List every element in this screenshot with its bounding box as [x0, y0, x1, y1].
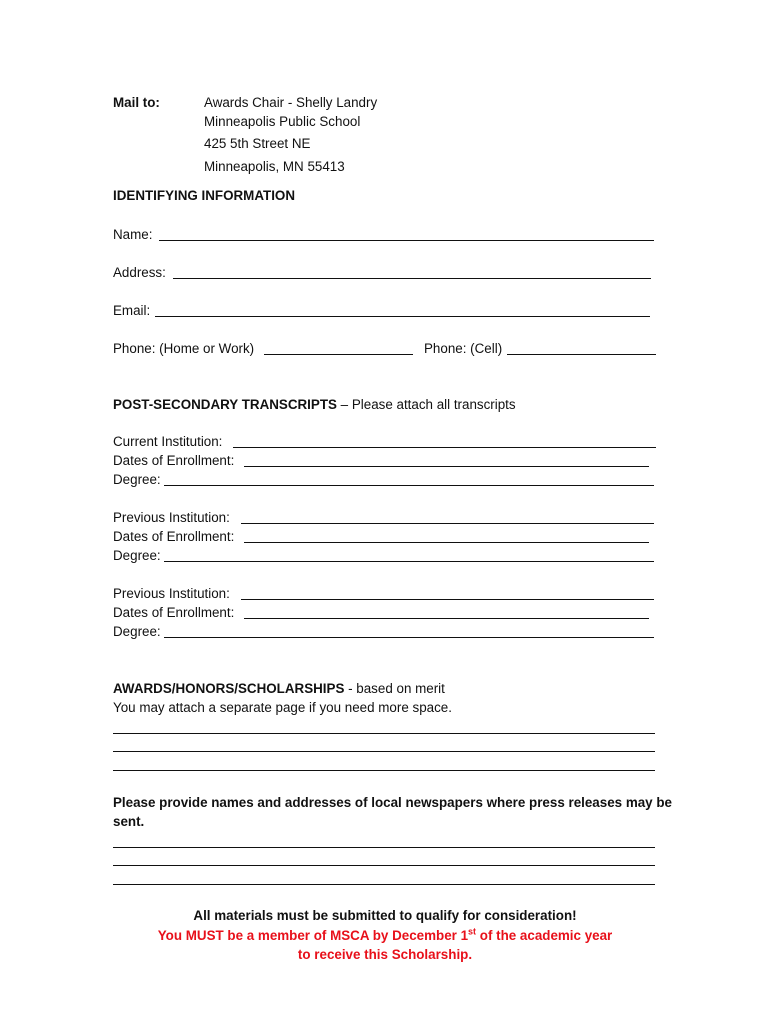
phone-cell-field[interactable]	[507, 354, 656, 355]
phone-home-field[interactable]	[264, 354, 413, 355]
awards-note: - based on merit	[344, 681, 445, 696]
address-field[interactable]	[173, 278, 651, 279]
membership-requirement-start: You MUST be a member of MSCA by December 1	[157, 928, 469, 943]
degree-label-2: Degree:	[113, 548, 161, 563]
dates-of-enrollment-field-1[interactable]	[244, 466, 649, 467]
previous-institution-field-2[interactable]	[241, 599, 654, 600]
dates-of-enrollment-label-1: Dates of Enrollment:	[113, 453, 235, 468]
address-line-3: 425 5th Street NE	[204, 136, 311, 151]
degree-field-2[interactable]	[164, 561, 654, 562]
scholarship-requirement: to receive this Scholarship.	[297, 947, 473, 962]
email-field[interactable]	[155, 316, 650, 317]
transcripts-note: – Please attach all transcripts	[336, 397, 516, 412]
newspapers-line-3[interactable]	[113, 884, 655, 885]
identifying-heading: IDENTIFYING INFORMATION	[113, 188, 296, 203]
awards-instructions: You may attach a separate page if you need more space.	[113, 700, 452, 715]
current-institution-label: Current Institution:	[113, 434, 223, 449]
address-line-1: Awards Chair - Shelly Landry	[204, 95, 378, 110]
previous-institution-field-1[interactable]	[241, 523, 654, 524]
newspapers-instructions-line-1: Please provide names and addresses of local newspapers where press releases may be	[113, 795, 672, 810]
current-institution-field[interactable]	[233, 447, 656, 448]
awards-line-1[interactable]	[113, 733, 655, 734]
awards-heading-line	[113, 681, 445, 697]
address-label: Address:	[113, 265, 166, 280]
degree-field-1[interactable]	[164, 485, 654, 486]
degree-label-1: Degree:	[113, 472, 161, 487]
mail-to-label: Mail to:	[113, 95, 160, 110]
name-field[interactable]	[159, 240, 654, 241]
newspapers-line-2[interactable]	[113, 865, 655, 866]
ordinal-suffix: st	[468, 926, 477, 937]
transcripts-heading: POST-SECONDARY TRANSCRIPTS	[113, 397, 337, 412]
dates-of-enrollment-label-2: Dates of Enrollment:	[113, 529, 235, 544]
previous-institution-label-1: Previous Institution:	[113, 510, 230, 525]
footer-notice: All materials must be submitted to qualify for consideration!	[193, 908, 577, 923]
name-label: Name:	[113, 227, 153, 242]
degree-label-3: Degree:	[113, 624, 161, 639]
address-line-4: Minneapolis, MN 55413	[204, 159, 345, 174]
membership-requirement-end: of the academic year	[476, 928, 613, 943]
degree-field-3[interactable]	[164, 637, 654, 638]
dates-of-enrollment-label-3: Dates of Enrollment:	[113, 605, 235, 620]
awards-line-3[interactable]	[113, 770, 655, 771]
membership-requirement	[0, 927, 770, 945]
dates-of-enrollment-field-3[interactable]	[244, 618, 649, 619]
newspapers-instructions-line-2: sent.	[113, 814, 145, 829]
previous-institution-label-2: Previous Institution:	[113, 586, 230, 601]
awards-heading: AWARDS/HONORS/SCHOLARSHIPS	[113, 681, 345, 696]
awards-line-2[interactable]	[113, 751, 655, 752]
transcripts-heading-line	[113, 397, 516, 413]
phone-cell-label: Phone: (Cell)	[424, 341, 503, 356]
email-label: Email:	[113, 303, 151, 318]
address-line-2: Minneapolis Public School	[204, 114, 361, 129]
dates-of-enrollment-field-2[interactable]	[244, 542, 649, 543]
newspapers-line-1[interactable]	[113, 847, 655, 848]
phone-home-label: Phone: (Home or Work)	[113, 341, 255, 356]
